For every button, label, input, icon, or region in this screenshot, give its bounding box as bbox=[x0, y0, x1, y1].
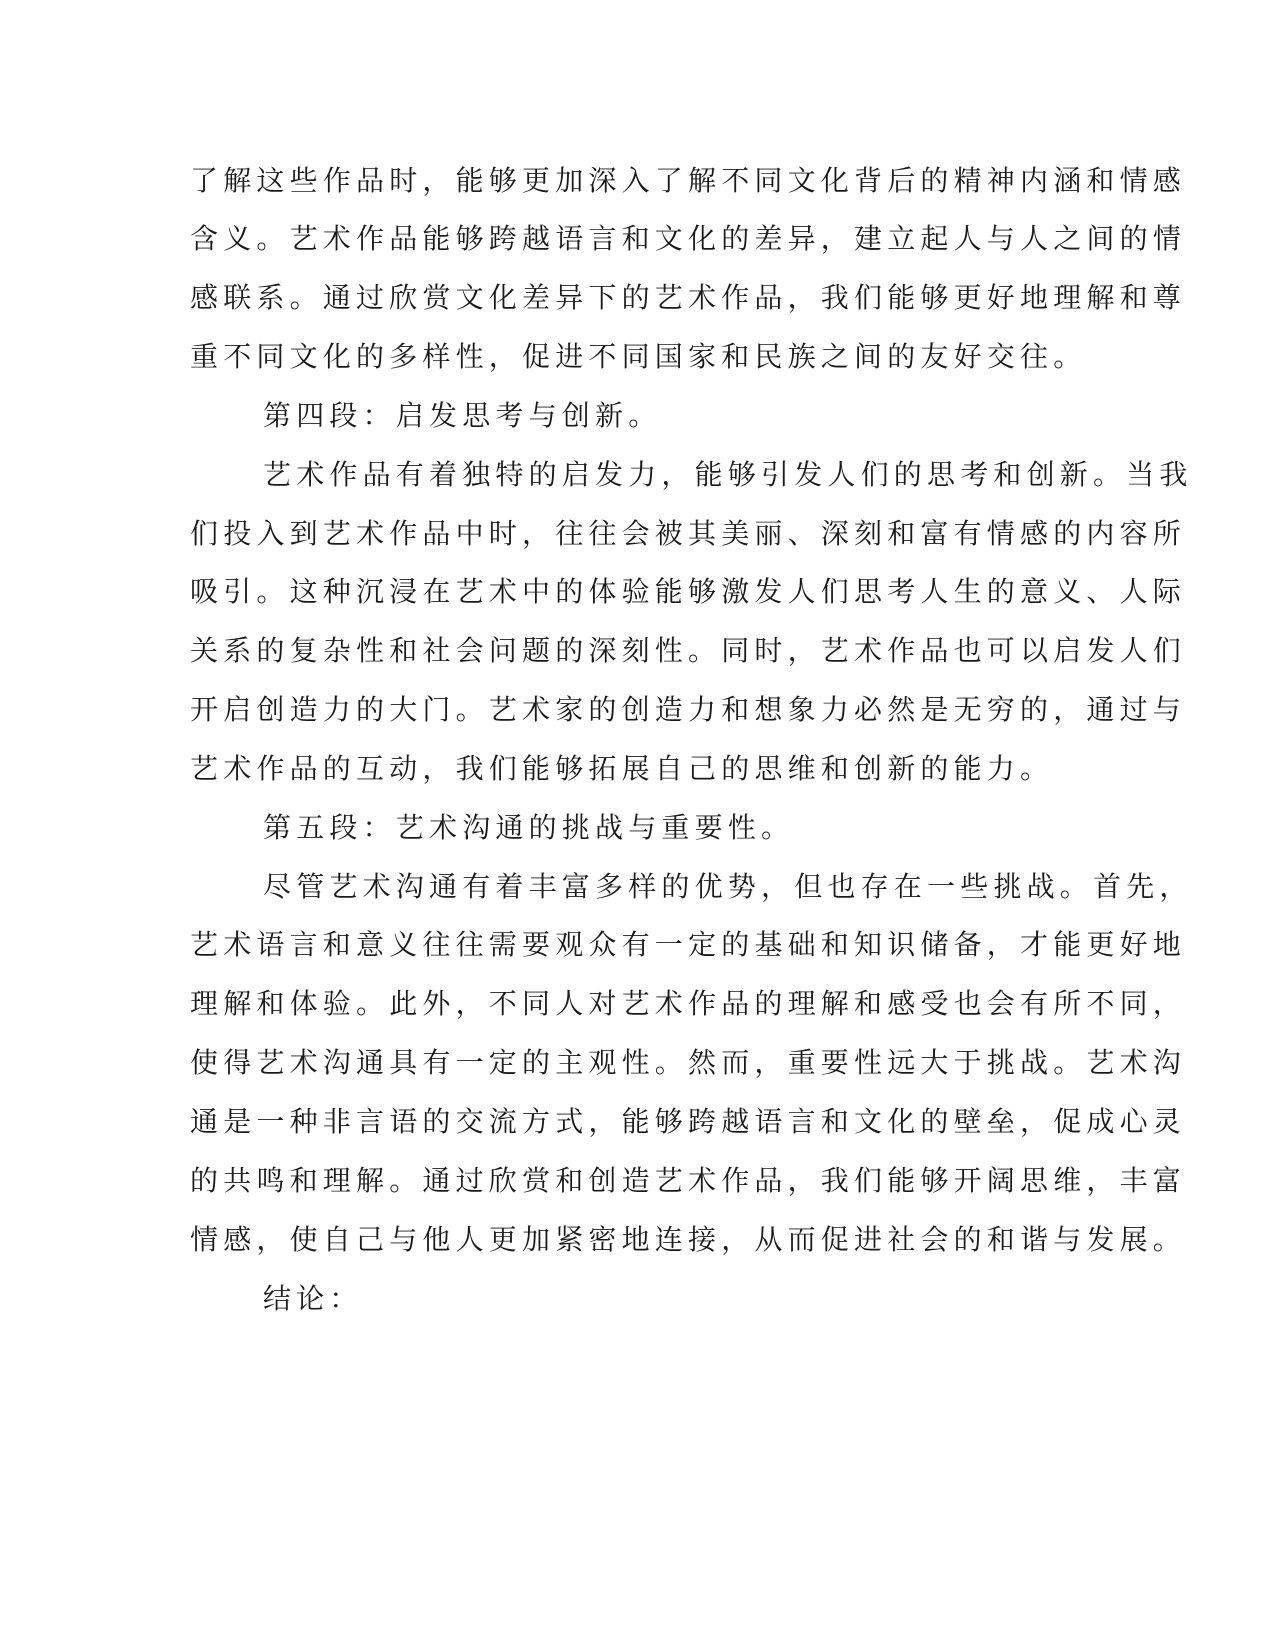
paragraph-3-line-2: 含义。艺术作品能够跨越语言和文化的差异，建立起人与人之间的情 bbox=[190, 222, 1187, 255]
paragraph-5-line-5: 通是一种非言语的交流方式，能够跨越语言和文化的壁垒，促成心灵 bbox=[190, 1105, 1187, 1138]
paragraph-5-line-7: 情感，使自己与他人更加紧密地连接，从而促进社会的和谐与发展。 bbox=[190, 1223, 1187, 1256]
paragraph-5-line-2: 艺术语言和意义往往需要观众有一定的基础和知识储备，才能更好地 bbox=[190, 928, 1187, 961]
paragraph-5-line-1: 尽管艺术沟通有着丰富多样的优势，但也存在一些挑战。首先， bbox=[263, 870, 1193, 903]
paragraph-4-line-5: 开启创造力的大门。艺术家的创造力和想象力必然是无穷的，通过与 bbox=[190, 693, 1187, 726]
conclusion-heading: 结论： bbox=[263, 1282, 363, 1315]
section-5-heading: 第五段：艺术沟通的挑战与重要性。 bbox=[263, 811, 795, 844]
paragraph-3-line-3: 感联系。通过欣赏文化差异下的艺术作品，我们能够更好地理解和尊 bbox=[190, 281, 1187, 314]
paragraph-4-line-4: 关系的复杂性和社会问题的深刻性。同时，艺术作品也可以启发人们 bbox=[190, 634, 1187, 667]
paragraph-3-line-1: 了解这些作品时，能够更加深入了解不同文化背后的精神内涵和情感 bbox=[190, 164, 1187, 197]
paragraph-4-line-3: 吸引。这种沉浸在艺术中的体验能够激发人们思考人生的意义、人际 bbox=[190, 575, 1187, 608]
paragraph-5-line-6: 的共鸣和理解。通过欣赏和创造艺术作品，我们能够开阔思维，丰富 bbox=[190, 1164, 1187, 1197]
paragraph-4-line-6: 艺术作品的互动，我们能够拓展自己的思维和创新的能力。 bbox=[190, 752, 1054, 785]
paragraph-4-line-1: 艺术作品有着独特的启发力，能够引发人们的思考和创新。当我 bbox=[263, 458, 1193, 491]
section-4-heading: 第四段：启发思考与创新。 bbox=[263, 399, 662, 432]
paragraph-4-line-2: 们投入到艺术作品中时，往往会被其美丽、深刻和富有情感的内容所 bbox=[190, 517, 1187, 550]
paragraph-5-line-3: 理解和体验。此外，不同人对艺术作品的理解和感受也会有所不同， bbox=[190, 987, 1187, 1020]
paragraph-3-line-4: 重不同文化的多样性，促进不同国家和民族之间的友好交往。 bbox=[190, 340, 1087, 373]
paragraph-5-line-4: 使得艺术沟通具有一定的主观性。然而，重要性远大于挑战。艺术沟 bbox=[190, 1046, 1187, 1079]
